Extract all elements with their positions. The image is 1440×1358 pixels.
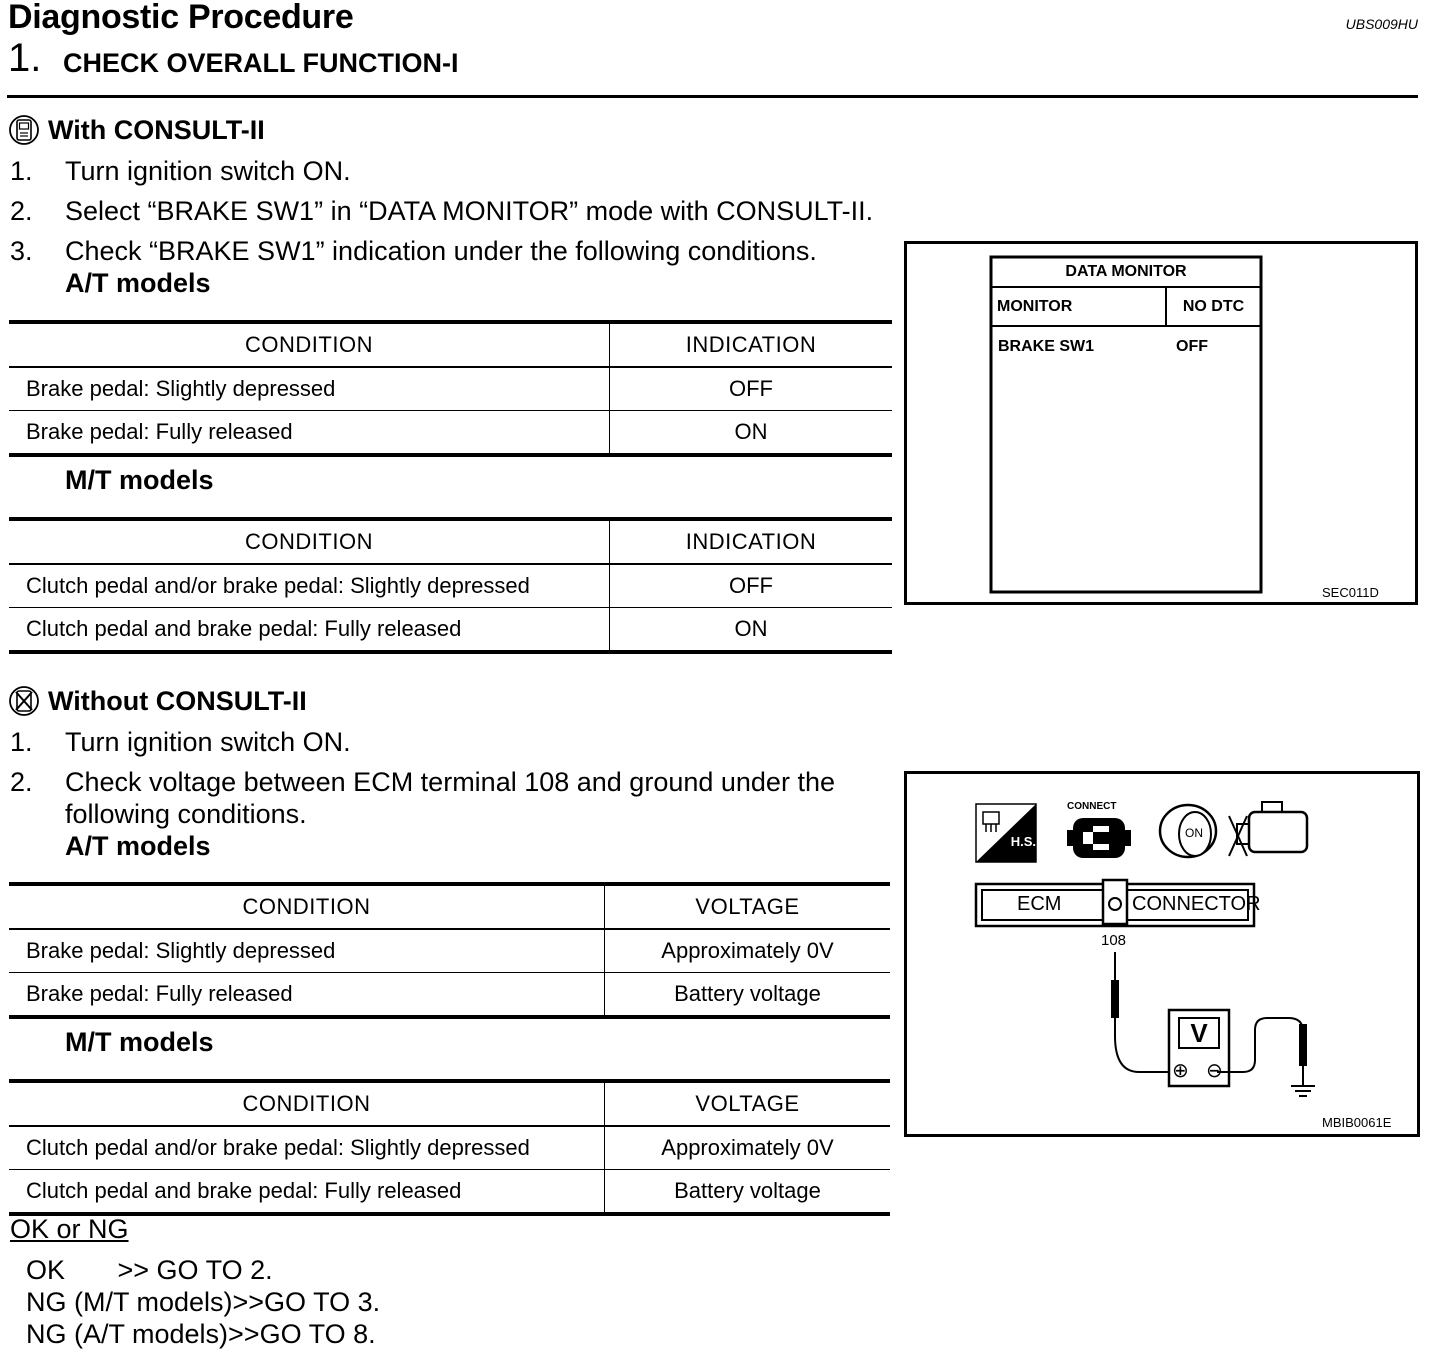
connect-label: CONNECT [1067,801,1117,812]
mt-models-label: M/T models [65,1027,214,1057]
screen-title: DATA MONITOR [1065,263,1187,280]
table-row: Brake pedal: Fully released Battery voltage [9,973,890,1018]
column-header: VOLTAGE [605,1081,891,1126]
hs-connector-icon [976,804,1036,862]
mt-indication-table [9,517,892,654]
document-id: UBS009HU [1345,16,1418,32]
voltage-check-figure [904,771,1420,1137]
header-divider [7,95,1418,98]
column-header: INDICATION [610,322,893,367]
figure-code: SEC011D [1322,585,1379,600]
without-consult-heading [8,685,307,717]
mt-voltage-table [9,1079,890,1216]
with-consult-heading-text: With CONSULT-II [48,114,265,145]
table-row: Brake pedal: Fully released ON [9,411,892,456]
table-row: Clutch pedal and brake pedal: Fully released Battery voltage [9,1170,890,1215]
hs-label: H.S. [1010,834,1036,849]
ecm-label: ECM [1017,893,1062,915]
column-header: CONDITION [9,884,605,929]
minus-terminal: ⊖ [1206,1060,1223,1082]
page-title: Diagnostic Procedure [8,0,354,36]
engine-off-icon [1229,802,1307,856]
table-row: Brake pedal: Slightly depressed Approximately 0V [9,929,890,973]
connect-icon [1067,818,1131,858]
table-row: Clutch pedal and/or brake pedal: Slightly depressed Approximately 0V [9,1126,890,1170]
terminal-label: 108 [1101,932,1127,949]
figure-code: MBIB0061E [1322,1115,1392,1130]
result-line: OK >> GO TO 2. [26,1255,273,1285]
monitor-column: MONITOR [997,298,1073,315]
status-column: NO DTC [1182,298,1245,315]
column-header: INDICATION [610,519,893,564]
column-header: VOLTAGE [605,884,891,929]
result-line: NG (A/T models)>>GO TO 8. [26,1319,376,1349]
step-title: CHECK OVERALL FUNCTION-I [63,48,459,78]
at-voltage-table [9,882,890,1019]
column-header: CONDITION [9,1081,605,1126]
monitor-item-name: BRAKE SW1 [998,338,1095,355]
plus-terminal: ⊕ [1172,1060,1189,1082]
connector-label: CONNECTOR [1132,893,1261,915]
column-header: CONDITION [9,519,610,564]
table-row: Clutch pedal and/or brake pedal: Slightly depressed OFF [9,564,892,608]
result-line: NG (M/T models)>>GO TO 3. [26,1287,381,1317]
data-monitor-screen [907,244,1415,602]
monitor-item-value: OFF [1176,338,1208,355]
step-number: 1. [8,36,42,80]
wiring-diagram [907,774,1417,1134]
at-models-label: A/T models [65,831,211,861]
consult-icon [8,114,40,146]
voltmeter-label: V [1190,1018,1208,1048]
on-label: ON [1185,826,1203,840]
table-row: Clutch pedal and brake pedal: Fully released ON [9,608,892,653]
at-indication-table [9,320,892,457]
data-monitor-figure [904,241,1418,605]
column-header: CONDITION [9,322,610,367]
at-models-label: A/T models [65,268,211,298]
with-consult-heading [8,114,265,146]
without-consult-heading-text: Without CONSULT-II [48,685,307,716]
no-consult-icon [8,685,40,717]
result-heading: OK or NG [10,1214,129,1244]
mt-models-label: M/T models [65,465,214,495]
table-row: Brake pedal: Slightly depressed OFF [9,367,892,411]
